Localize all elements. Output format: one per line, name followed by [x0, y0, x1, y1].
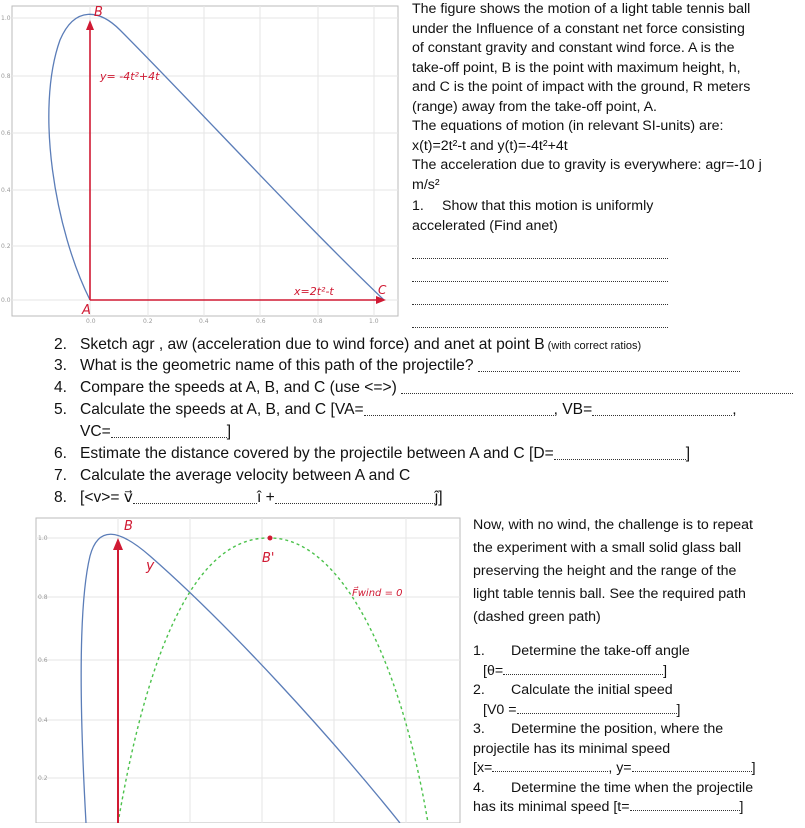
x-tick: 0.0 [86, 318, 96, 325]
graph-top-svg [0, 0, 400, 330]
answer-blank[interactable] [133, 489, 257, 504]
x-equation: x=2t²-t [294, 285, 334, 298]
graph-bottom [0, 516, 462, 823]
answer-blank[interactable] [554, 445, 686, 460]
question-1: 1. Show that this motion is uniformly [412, 198, 654, 214]
intro-line: (range) away from the take-off point, A. [412, 98, 657, 115]
intro-line: m/s² [412, 176, 440, 193]
part2-q3: 3. Determine the position, where the [473, 721, 724, 737]
question-5-cont: VC= ] [80, 423, 232, 440]
part2-line: (dashed green path) [473, 609, 601, 625]
intro-line: x(t)=2t²-t and y(t)=-4t²+4t [412, 137, 568, 154]
part2-q2: 2. Calculate the initial speed [473, 682, 673, 698]
answer-blank[interactable] [478, 357, 740, 372]
answer-line[interactable] [412, 246, 668, 259]
part2-q1: 1. Determine the take-off angle [473, 643, 690, 659]
intro-line: The acceleration due to gravity is everywhere: agr=-10 j [412, 157, 762, 173]
x-tick: 0.4 [199, 318, 209, 325]
answer-blank[interactable] [592, 401, 732, 416]
x-tick: 1.0 [369, 318, 379, 325]
label-b: B [94, 5, 103, 20]
part2-q3-answer: [x= , y= ] [473, 760, 756, 776]
answer-blank[interactable] [492, 759, 608, 772]
part2-line: Now, with no wind, the challenge is to repeat [473, 517, 753, 533]
intro-line: and C is the point of impact with the ground, R meters [412, 79, 751, 95]
part2-line: preserving the height and the range of the [473, 563, 737, 579]
label-a: A [82, 303, 91, 318]
x-tick: 0.2 [143, 318, 153, 325]
y-tick: 0.8 [38, 594, 48, 601]
y-equation: y= -4t²+4t [100, 70, 160, 83]
label-c: C [378, 283, 387, 297]
y-tick: 1.0 [38, 535, 48, 542]
y-tick: 1.0 [1, 15, 11, 22]
y-tick: 0.6 [38, 657, 48, 664]
question-8: 8. [<v>= v⃗ î + ĵ] [54, 489, 443, 506]
part2-line: light table tennis ball. See the required path [473, 586, 746, 602]
label-y: y [146, 558, 155, 574]
intro-line: under the Influence of a constant net force consisting [412, 20, 745, 37]
y-tick: 0.2 [38, 775, 48, 782]
label-b: B [124, 519, 133, 534]
question-2: 2. Sketch agr , aw (acceleration due to wind force) and anet at point B (with correct ratios) [54, 336, 642, 353]
answer-blank[interactable] [111, 423, 227, 438]
part2-q4-answer: has its minimal speed [t= ] [473, 799, 744, 815]
y-tick: 0.4 [1, 187, 11, 194]
answer-blank[interactable] [401, 379, 793, 394]
part2-q2-answer: [V0 = ] [483, 701, 681, 718]
question-3: 3. What is the geometric name of this path of the projectile? [54, 356, 740, 376]
part2-q3-cont: projectile has its minimal speed [473, 740, 671, 757]
answer-blank[interactable] [517, 701, 677, 714]
question-5: 5. Calculate the speeds at A, B, and C [VA= , VB= , [54, 401, 737, 418]
x-tick: 0.6 [256, 318, 266, 325]
answer-line[interactable] [412, 269, 668, 282]
answer-blank[interactable] [364, 401, 554, 416]
y-tick: 0.4 [38, 717, 48, 724]
question-1-cont: accelerated (Find anet) [412, 217, 558, 234]
answer-line[interactable] [412, 315, 668, 328]
intro-text [412, 0, 802, 328]
y-tick: 0.2 [1, 243, 11, 250]
label-b-prime: B' [262, 551, 275, 566]
question-4: 4. Compare the speeds at A, B, and C (use <=>) [54, 378, 793, 398]
y-tick: 0.6 [1, 130, 11, 137]
intro-line: of constant gravity and constant wind force. A is the [412, 40, 735, 56]
answer-blank[interactable] [275, 489, 435, 504]
question-7: 7. Calculate the average velocity between A and C [54, 467, 411, 484]
part2-q4: 4. Determine the time when the projectile [473, 779, 754, 796]
answer-blank[interactable] [630, 798, 740, 811]
y-tick: 0.8 [1, 73, 11, 80]
answer-blank[interactable] [632, 759, 752, 772]
label-wind: F⃗wind = 0 [352, 588, 403, 599]
graph-top [0, 0, 400, 330]
question-6: 6. Estimate the distance covered by the projectile between A and C [D= ] [54, 445, 691, 462]
point-b-prime [268, 536, 273, 541]
intro-line: The figure shows the motion of a light table tennis ball [412, 1, 751, 17]
answer-blank[interactable] [503, 662, 663, 675]
part2-q1-answer: [θ= ] [483, 662, 668, 679]
answer-line[interactable] [412, 292, 668, 305]
x-tick: 0.8 [313, 318, 323, 325]
part2-text [473, 514, 803, 818]
intro-line: The equations of motion (in relevant SI-units) are: [412, 118, 724, 134]
graph-bottom-svg [0, 516, 462, 823]
part2-line: the experiment with a small solid glass ball [473, 540, 742, 556]
intro-line: take-off point, B is the point with maximum height, h, [412, 59, 741, 76]
y-tick: 0.0 [1, 297, 11, 304]
